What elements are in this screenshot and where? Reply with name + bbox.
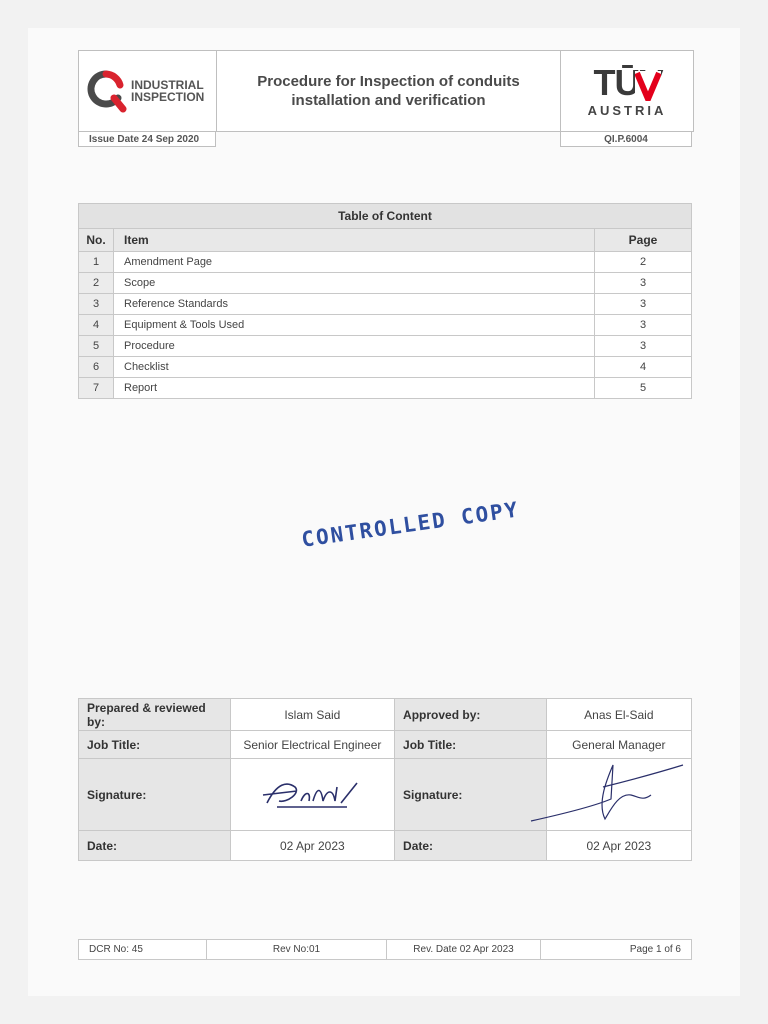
job-title-label: Job Title: <box>79 731 231 759</box>
toc-item: Scope <box>114 273 595 294</box>
title-line2: installation and verification <box>291 92 486 109</box>
table-row <box>79 252 692 273</box>
toc-item: Equipment & Tools Used <box>114 315 595 336</box>
magnifier-logo-icon <box>85 68 127 114</box>
approved-signature <box>546 759 691 831</box>
toc-title: Table of Content <box>79 204 692 229</box>
toc-col-page: Page <box>595 229 692 252</box>
toc-no: 4 <box>79 315 114 336</box>
issue-date: Issue Date 24 Sep 2020 <box>78 131 216 147</box>
toc-no: 1 <box>79 252 114 273</box>
toc-item: Reference Standards <box>114 294 595 315</box>
handwritten-signature-icon <box>257 773 367 813</box>
toc-page: 4 <box>595 357 692 378</box>
revision-date: Rev. Date 02 Apr 2023 <box>387 940 541 959</box>
approved-job-title: General Manager <box>546 731 691 759</box>
date-label: Date: <box>79 831 231 861</box>
document-footer <box>78 939 692 960</box>
toc-col-item: Item <box>114 229 595 252</box>
toc-item: Amendment Page <box>114 252 595 273</box>
toc-page: 3 <box>595 273 692 294</box>
document-title <box>217 51 561 131</box>
document-header <box>78 50 694 132</box>
revision-number: Rev No:01 <box>207 940 387 959</box>
dcr-number: DCR No: 45 <box>79 940 207 959</box>
tuv-wordmark <box>593 61 663 103</box>
approved-by-label: Approved by: <box>395 699 547 731</box>
prepared-by-label: Prepared & reviewed by: <box>79 699 231 731</box>
toc-page: 5 <box>595 378 692 399</box>
toc-page: 3 <box>595 315 692 336</box>
toc-col-no: No. <box>79 229 114 252</box>
toc-item: Report <box>114 378 595 399</box>
approved-date: 02 Apr 2023 <box>546 831 691 861</box>
table-row <box>79 378 692 399</box>
prepared-job-title: Senior Electrical Engineer <box>230 731 394 759</box>
approval-table <box>78 698 692 861</box>
table-row <box>79 315 692 336</box>
title-line1: Procedure for Inspection of conduits <box>257 73 520 90</box>
table-of-content <box>78 203 692 399</box>
toc-page: 2 <box>595 252 692 273</box>
approved-by-name: Anas El-Said <box>546 699 691 731</box>
page-number: Page 1 of 6 <box>629 944 681 955</box>
tuv-austria-logo <box>561 51 693 131</box>
table-row <box>79 357 692 378</box>
signature-label: Signature: <box>79 759 231 831</box>
toc-no: 7 <box>79 378 114 399</box>
toc-page: 3 <box>595 336 692 357</box>
prepared-by-name: Islam Said <box>230 699 394 731</box>
table-row <box>79 336 692 357</box>
toc-no: 3 <box>79 294 114 315</box>
job-title-label: Job Title: <box>395 731 547 759</box>
handwritten-signature-icon <box>527 759 687 829</box>
toc-page: 3 <box>595 294 692 315</box>
logo-line1: INDUSTRIAL <box>131 78 204 92</box>
toc-item: Procedure <box>114 336 595 357</box>
industrial-inspection-logo <box>79 51 217 131</box>
table-row <box>79 273 692 294</box>
table-row <box>79 294 692 315</box>
toc-no: 6 <box>79 357 114 378</box>
tuv-v-icon <box>635 71 661 101</box>
tuv-text: TŪV <box>593 61 663 103</box>
toc-no: 5 <box>79 336 114 357</box>
controlled-copy-stamp: CONTROLLED COPY <box>300 497 521 552</box>
prepared-signature <box>230 759 394 831</box>
date-label: Date: <box>395 831 547 861</box>
logo-line2: INSPECTION <box>131 90 205 104</box>
toc-no: 2 <box>79 273 114 294</box>
document-code: QI.P.6004 <box>560 131 692 147</box>
toc-item: Checklist <box>114 357 595 378</box>
tuv-country: AUSTRIA <box>587 102 667 118</box>
signature-label: Signature: <box>395 759 547 831</box>
prepared-date: 02 Apr 2023 <box>230 831 394 861</box>
